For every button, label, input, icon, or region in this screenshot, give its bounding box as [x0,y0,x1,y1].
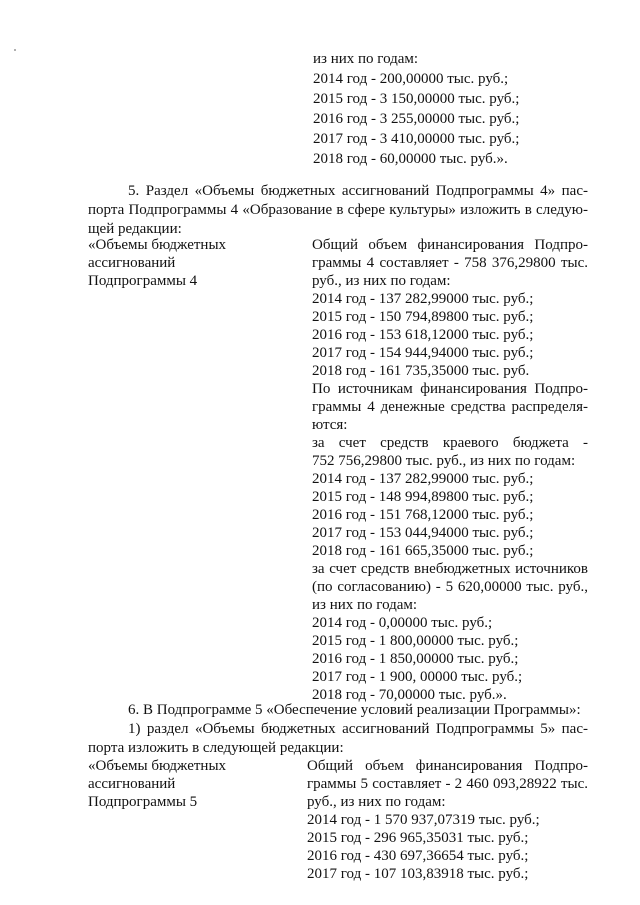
section5-right-line: (по согласованию) - 5 620,00000 тыс. руб., [312,579,588,595]
section5-right-line: 2014 год - 0,00000 тыс. руб.; [312,615,493,631]
intro-line: из них по годам: [313,51,419,67]
section6-right-line: 2015 год - 296 965,35031 тыс. руб.; [307,830,529,846]
section5-right-line: граммы 4 денежные средства распределя- [312,399,588,415]
section6-left-label: Подпрограммы 5 [88,794,198,810]
section6-right-line: руб., из них по годам: [307,794,446,810]
section5-right-line: 2018 год - 161 735,35000 тыс. руб. [312,363,530,379]
section5-right-line: ются: [312,417,348,433]
section5-right-line: за счет средств краевого бюджета - [312,435,588,451]
section5-right-line: 752 756,29800 тыс. руб., из них по годам: [312,453,576,469]
section5-right-line: граммы 4 составляет - 758 376,29800 тыс. [312,255,588,271]
section6-right-line: 2016 год - 430 697,36654 тыс. руб.; [307,848,529,864]
section6-left-label: «Объемы бюджетных [88,758,227,774]
section5-right-line: 2014 год - 137 282,99000 тыс. руб.; [312,471,534,487]
section5-right-line: 2015 год - 1 800,00000 тыс. руб.; [312,633,519,649]
section5-heading-line: порта Подпрограммы 4 «Образование в сфере культуры» изложить в следую- [88,202,588,218]
section5-right-line: из них по годам: [312,597,418,613]
section5-left-label: Подпрограммы 4 [88,273,198,289]
section5-right-line: 2014 год - 137 282,99000 тыс. руб.; [312,291,534,307]
section5-heading-line: 5. Раздел «Объемы бюджетных ассигнований Подпрограммы 4» пас- [128,183,588,199]
section6-left-label: ассигнований [88,776,176,792]
section5-right-line: 2016 год - 153 618,12000 тыс. руб.; [312,327,534,343]
scan-speck [14,49,16,51]
intro-line: 2015 год - 3 150,00000 тыс. руб.; [313,91,520,107]
intro-line: 2016 год - 3 255,00000 тыс. руб.; [313,111,520,127]
section5-right-line: 2016 год - 1 850,00000 тыс. руб.; [312,651,519,667]
section6-right-line: 2014 год - 1 570 937,07319 тыс. руб.; [307,812,540,828]
section5-right-line: за счет средств внебюджетных источников [312,561,588,577]
section6-right-line: Общий объем финансирования Подпро- [307,758,588,774]
section6-subheading-line: порта изложить в следующей редакции: [88,740,344,756]
section5-right-line: Общий объем финансирования Подпро- [312,237,588,253]
section5-right-line: руб., из них по годам: [312,273,451,289]
section6-right-line: 2017 год - 107 103,83918 тыс. руб.; [307,866,529,882]
section5-right-line: 2017 год - 1 900, 00000 тыс. руб.; [312,669,523,685]
section6-right-line: граммы 5 составляет - 2 460 093,28922 тыс. [307,776,588,792]
intro-line: 2018 год - 60,00000 тыс. руб.». [313,151,508,167]
section5-left-label: «Объемы бюджетных [88,237,227,253]
section5-right-line: 2016 год - 151 768,12000 тыс. руб.; [312,507,534,523]
section5-right-line: 2015 год - 150 794,89800 тыс. руб.; [312,309,534,325]
section5-right-line: По источникам финансирования Подпро- [312,381,588,397]
section5-right-line: 2015 год - 148 994,89800 тыс. руб.; [312,489,534,505]
intro-line: 2014 год - 200,00000 тыс. руб.; [313,71,509,87]
section5-right-line: 2018 год - 70,00000 тыс. руб.». [312,687,507,703]
section6-subheading-line: 1) раздел «Объемы бюджетных ассигнований Подпрограммы 5» пас- [128,721,588,737]
intro-line: 2017 год - 3 410,00000 тыс. руб.; [313,131,520,147]
section5-heading-line: щей редакции: [88,221,182,237]
section5-right-line: 2017 год - 154 944,94000 тыс. руб.; [312,345,534,361]
section5-right-line: 2017 год - 153 044,94000 тыс. руб.; [312,525,534,541]
section6-heading: 6. В Подпрограмме 5 «Обеспечение условий реализации Программы»: [128,702,581,718]
section5-left-label: ассигнований [88,255,176,271]
section5-right-line: 2018 год - 161 665,35000 тыс. руб.; [312,543,534,559]
